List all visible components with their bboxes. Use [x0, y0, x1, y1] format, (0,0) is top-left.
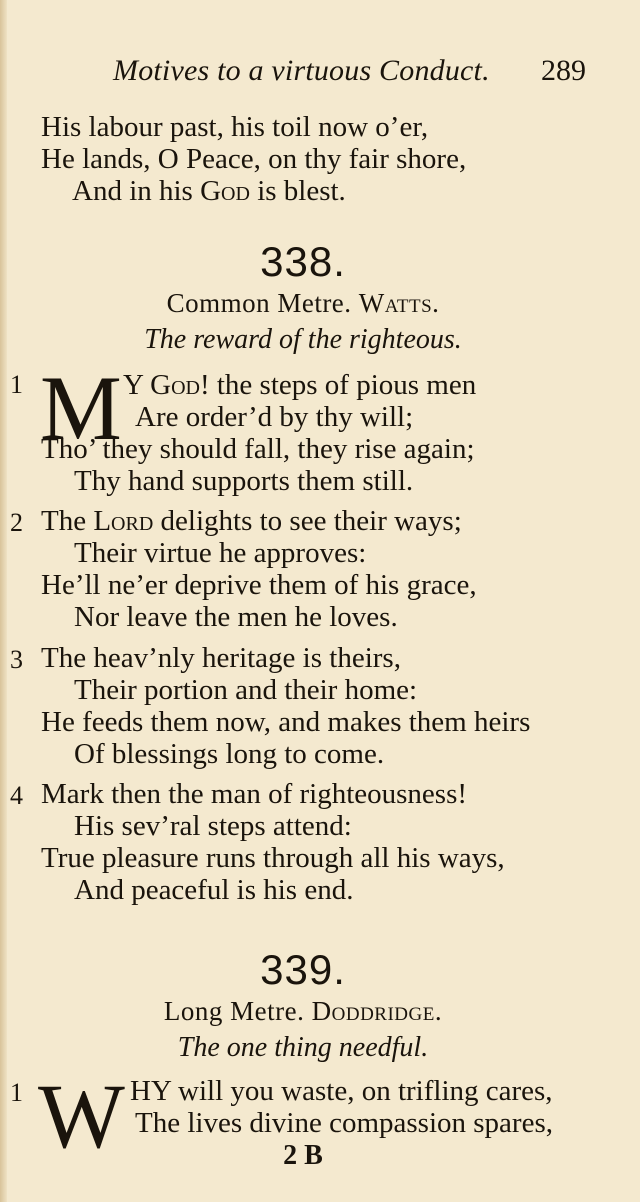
hymn-number: 338.: [260, 238, 346, 285]
verse-line: Are order’d by thy will;: [135, 401, 414, 433]
verse-line: Of blessings long to come.: [74, 738, 385, 770]
verse-number: 3: [10, 645, 23, 674]
drop-cap: M: [40, 357, 122, 459]
intro-line-2: He lands, O Peace, on thy fair shore,: [41, 143, 467, 175]
verse-number: 2: [10, 508, 23, 537]
signature-mark: 2 B: [283, 1140, 323, 1171]
verse-line: Mark then the man of righteousness!: [41, 778, 468, 810]
verse-number: 1: [10, 370, 23, 399]
hymn-author: Watts.: [358, 288, 440, 318]
verse-line: The heav’nly heritage is theirs,: [41, 642, 401, 674]
verse-number: 4: [10, 781, 23, 810]
verse-line: Y God! the steps of pious men: [123, 369, 477, 401]
verse-line: True pleasure runs through all his ways,: [41, 842, 505, 874]
verse-number: 1: [10, 1078, 23, 1107]
verse-line: The lives divine compassion spares,: [135, 1107, 553, 1139]
verse-line: HY will you waste, on trifling cares,: [130, 1075, 553, 1107]
hymn-author: Doddridge.: [311, 996, 443, 1026]
verse-line: The Lord delights to see their ways;: [41, 505, 462, 537]
running-title: Motives to a virtuous Conduct.: [113, 54, 490, 87]
hymn-subject: The reward of the righteous.: [144, 324, 462, 355]
hymn-subject: The one thing needful.: [177, 1032, 429, 1063]
drop-cap: W: [38, 1065, 125, 1167]
intro-line-3: And in his God is blest.: [72, 175, 346, 207]
verse-line: And peaceful is his end.: [74, 874, 354, 906]
verse-line: Tho’ they should fall, they rise again;: [41, 433, 475, 465]
page-number: 289: [541, 54, 586, 87]
verse-line: Their portion and their home:: [74, 674, 418, 706]
verse-line: His sev’ral steps attend:: [74, 810, 352, 842]
verse-line: Thy hand supports them still.: [74, 465, 414, 497]
running-header: [0, 54, 640, 94]
hymn-metre: Long Metre. Doddridge.: [163, 996, 443, 1026]
verse-line: He feeds them now, and makes them heirs: [41, 706, 531, 738]
intro-line-1: His labour past, his toil now o’er,: [41, 111, 429, 143]
hymn-metre: Common Metre. Watts.: [166, 288, 440, 318]
divine-name: God: [200, 175, 250, 207]
hymn-number: 339.: [260, 946, 346, 993]
verse-line: Nor leave the men he loves.: [74, 601, 398, 633]
verse-line: He’ll ne’er deprive them of his grace,: [41, 569, 477, 601]
verse-line: Their virtue he approves:: [74, 537, 367, 569]
